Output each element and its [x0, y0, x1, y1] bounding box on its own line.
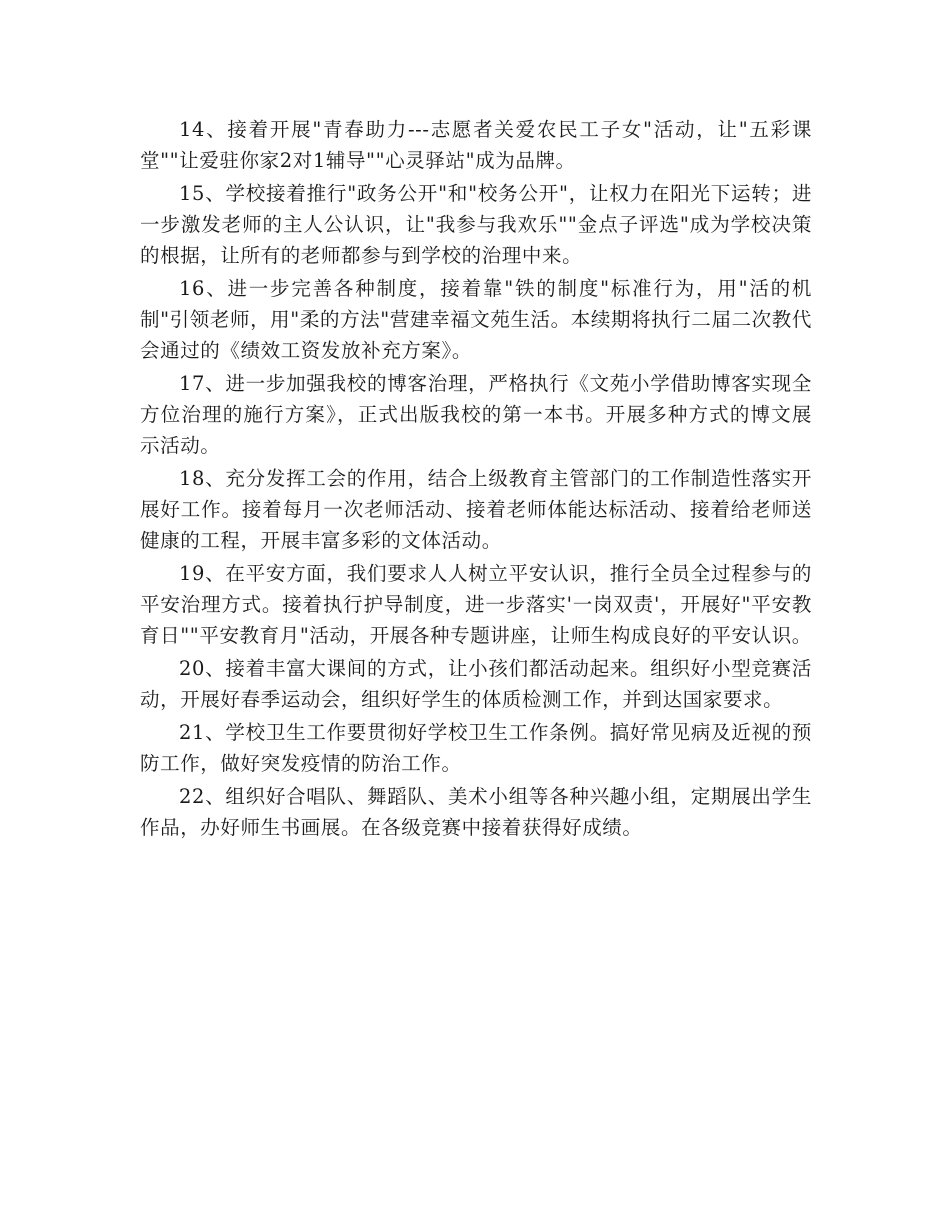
paragraph-21: 21、学校卫生工作要贯彻好学校卫生工作条例。搞好常见病及近视的预防工作，做好突发疫情的防治工作。 — [140, 721, 812, 775]
paragraph-20: 20、接着丰富大课间的方式，让小孩们都活动起来。组织好小型竞赛活动，开展好春季运动会，组织好学生的体质检测工作，并到达国家要求。 — [140, 657, 812, 711]
paragraph-22: 22、组织好合唱队、舞蹈队、美术小组等各种兴趣小组，定期展出学生作品，办好师生书画展。在各级竞赛中接着获得好成绩。 — [140, 785, 812, 839]
paragraph-14: 14、接着开展"青春助力---志愿者关爱农民工子女"活动，让"五彩课堂""让爱驻你家2对1辅导""心灵驿站"成为品牌。 — [140, 118, 812, 172]
paragraph-19: 19、在平安方面，我们要求人人树立平安认识，推行全员全过程参与的平安治理方式。接着执行护导制度，进一步落实'一岗双责'，开展好"平安教育日""平安教育月"活动，开展各种专题讲座，让师生构成良好的平安认识。 — [140, 562, 812, 647]
paragraph-18: 18、充分发挥工会的作用，结合上级教育主管部门的工作制造性落实开展好工作。接着每月一次老师活动、接着老师体能达标活动、接着给老师送健康的工程，开展丰富多彩的文体活动。 — [140, 467, 812, 552]
paragraph-16: 16、进一步完善各种制度，接着靠"铁的制度"标准行为，用"活的机制"引领老师，用"柔的方法"营建幸福文苑生活。本续期将执行二届二次教代会通过的《绩效工资发放补充方案》。 — [140, 277, 812, 362]
document-body — [140, 114, 812, 845]
paragraph-15: 15、学校接着推行"政务公开"和"校务公开"，让权力在阳光下运转；进一步激发老师的主人公认识，让"我参与我欢乐""金点子评选"成为学校决策的根据，让所有的老师都参与到学校的治理中来。 — [140, 182, 812, 267]
paragraph-17: 17、进一步加强我校的博客治理，严格执行《文苑小学借助博客实现全方位治理的施行方案》，正式出版我校的第一本书。开展多种方式的博文展示活动。 — [140, 372, 812, 457]
